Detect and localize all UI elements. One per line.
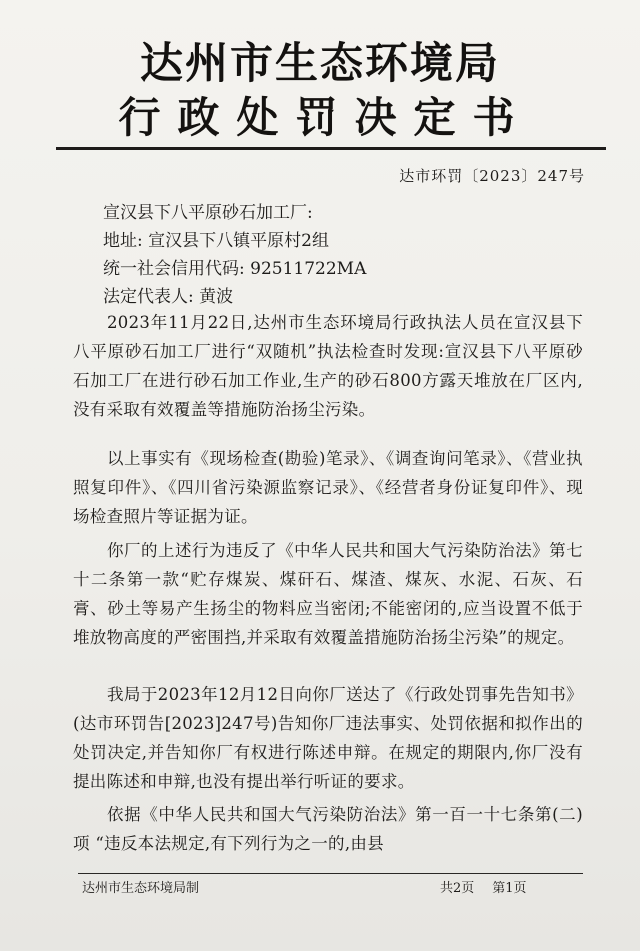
current-page: 第1页 <box>492 881 527 896</box>
document-title: 行政处罚决定书 <box>118 93 532 142</box>
footer-divider <box>78 873 583 874</box>
paragraph-violation: 你厂的上述行为违反了《中华人民共和国大气污染防治法》第七十二条第一款“贮存煤炭、煤矸石、煤渣、煤灰、水泥、石灰、石膏、砂土等易产生扬尘的物料应当密闭;不能密闭的,应当设置不低于堆放物高度的严密围挡,并采取有效覆盖措施防治扬尘污染”的规定。 <box>73 541 583 647</box>
party-address: 地址: 宣汉县下八镇平原村2组 <box>103 231 329 251</box>
header-divider <box>56 147 606 150</box>
page-counter <box>440 880 545 898</box>
document-number: 达市环罚〔2023〕247号 <box>399 167 585 185</box>
total-pages: 共2页 <box>440 881 475 896</box>
paragraph-basis: 依据《中华人民共和国大气污染防治法》第一百一十七条第(二)项 “违反本法规定,有下列行为之一的,由县 <box>73 805 583 853</box>
paragraph-facts: 2023年11月22日,达州市生态环境局行政执法人员在宣汉县下八平原砂石加工厂进行“双随机”执法检查时发现:宣汉县下八平原砂石加工厂在进行砂石加工作业,生产的砂石800方露天堆放在厂区内,没有采取有效覆盖等措施防治扬尘污染。 <box>73 313 583 419</box>
paragraph-notice: 我局于2023年12月12日向你厂送达了《行政处罚事先告知书》(达市环罚告[2023]247号)告知你厂违法事实、处罚依据和拟作出的处罚决定,并告知你厂有权进行陈述申辩。在规定的期限内,你厂没有提出陈述和申辩,也没有提出举行听证的要求。 <box>73 685 583 791</box>
party-credit-code: 统一社会信用代码: 92511722MA <box>103 259 367 279</box>
issuer-title: 达州市生态环境局 <box>140 39 500 89</box>
party-legal-representative: 法定代表人: 黄波 <box>103 287 234 307</box>
footer-issuer: 达州市生态环境局制 <box>82 881 200 896</box>
paragraph-evidence: 以上事实有《现场检查(勘验)笔录》、《调查询问笔录》、《营业执照复印件》、《四川省污染源监察记录》、《经营者身份证复印件》、现场检查照片等证据为证。 <box>73 449 583 526</box>
party-name: 宣汉县下八平原砂石加工厂: <box>103 203 313 223</box>
